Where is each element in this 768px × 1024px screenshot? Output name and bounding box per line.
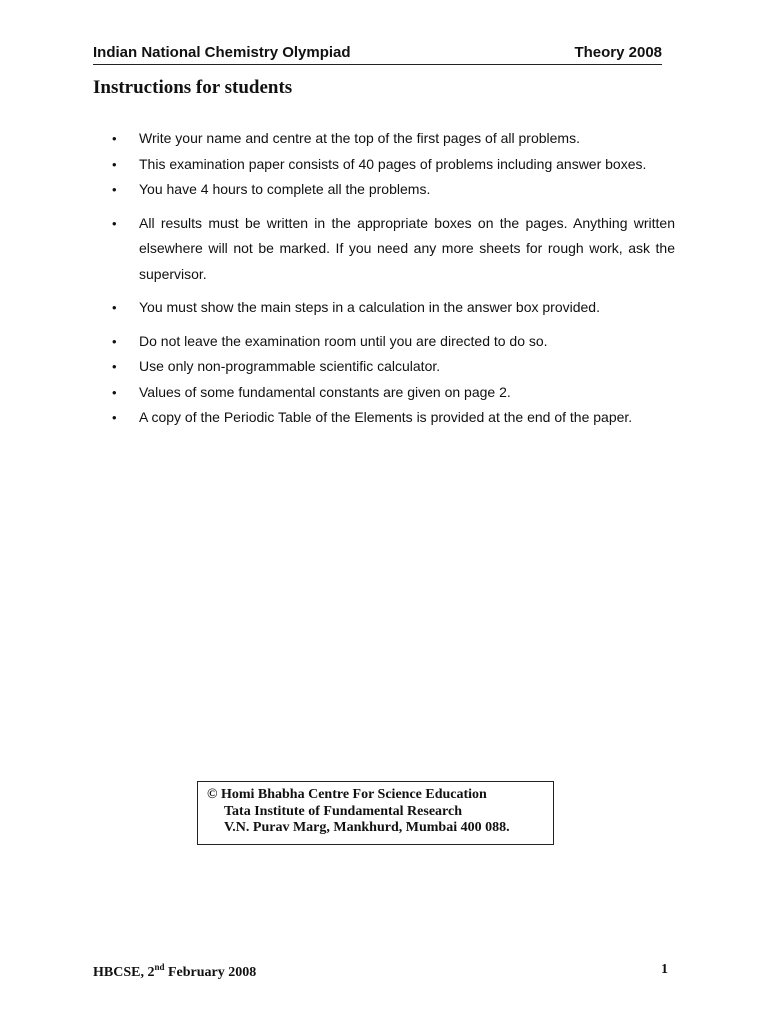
instruction-text: You must show the main steps in a calculation in the answer box provided. — [139, 299, 600, 315]
bullet-icon: • — [112, 384, 117, 400]
bullet-icon: • — [112, 156, 117, 172]
page-header — [93, 42, 662, 65]
bullet-icon: • — [112, 333, 117, 349]
header-olympiad-name: Indian National Chemistry Olympiad — [93, 44, 351, 61]
instruction-text: Values of some fundamental constants are given on page 2. — [139, 383, 511, 400]
list-item — [112, 211, 675, 288]
bullet-icon: • — [112, 131, 117, 146]
copyright-line-institution: © Homi Bhabha Centre For Science Education — [207, 787, 487, 802]
instruction-text: Do not leave the examination room until you are directed to do so. — [139, 332, 548, 349]
instruction-text: This examination paper consists of 40 pages of problems including answer boxes. — [139, 155, 647, 172]
list-item — [112, 405, 675, 431]
instruction-text: A copy of the Periodic Table of the Elements is provided at the end of the paper. — [139, 409, 633, 425]
instruction-text: Use only non-programmable scientific calculator. — [139, 358, 441, 374]
page-title: Instructions for students — [93, 77, 293, 98]
list-item — [112, 126, 675, 152]
bullet-icon: • — [112, 359, 117, 374]
copyright-line-address: V.N. Purav Marg, Mankhurd, Mumbai 400 088. — [224, 820, 510, 835]
footer-date — [93, 962, 256, 981]
footer-date-superscript: nd — [154, 962, 165, 972]
footer-date-suffix: February 2008 — [164, 965, 257, 980]
list-item — [112, 329, 675, 355]
instructions-list — [112, 126, 675, 431]
instruction-text: You have 4 hours to complete all the problems. — [139, 181, 431, 197]
bullet-icon: • — [112, 300, 117, 315]
list-item — [112, 295, 675, 321]
bullet-icon: • — [112, 182, 117, 197]
header-paper-name: Theory 2008 — [574, 44, 662, 61]
copyright-box — [197, 781, 554, 845]
list-item — [112, 354, 675, 380]
instruction-text: Write your name and centre at the top of the first pages of all problems. — [139, 130, 580, 146]
copyright-line-institute: Tata Institute of Fundamental Research — [224, 803, 463, 819]
instruction-text: All results must be written in the appropriate boxes on the pages. Anything written elsewhere will not be marked. If you need any more sheets for rough work, ask the supervisor. — [139, 214, 675, 282]
bullet-icon: • — [112, 410, 117, 425]
list-item — [112, 380, 675, 406]
list-item — [112, 177, 675, 203]
footer-date-prefix: HBCSE, 2 — [93, 965, 155, 980]
list-item — [112, 152, 675, 178]
page-number: 1 — [661, 962, 668, 977]
bullet-icon: • — [112, 215, 117, 231]
